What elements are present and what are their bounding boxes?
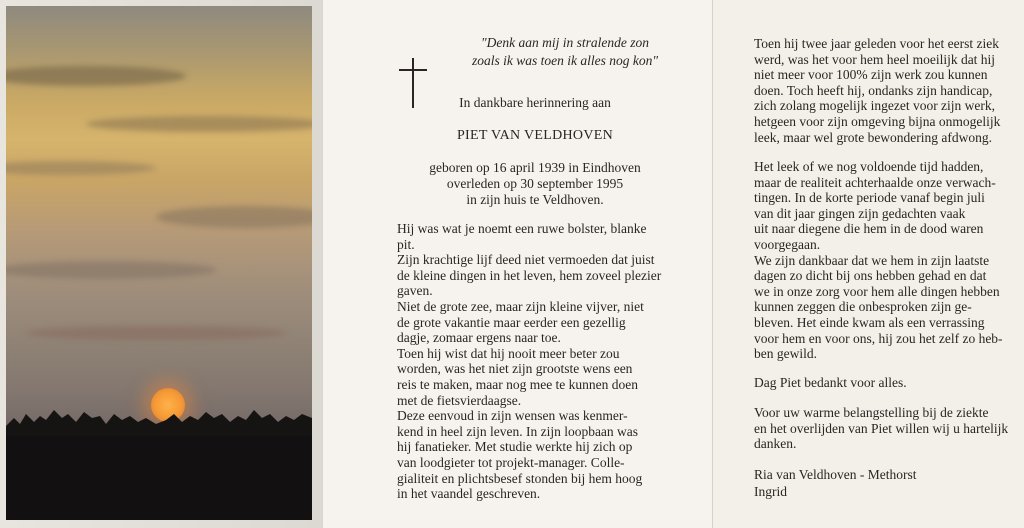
text-line: Hij was wat je noemt een ruwe bolster, blanke xyxy=(397,221,647,236)
text-line: Toen hij twee jaar geleden voor het eerst ziek xyxy=(754,36,999,51)
detail-line: geboren op 16 april 1939 in Eindhoven xyxy=(429,160,641,175)
quote xyxy=(460,34,670,70)
text-line: reis te maken, maar nog mee te kunnen doen xyxy=(397,376,639,392)
text-line: Voor uw warme belangstelling bij de ziekte xyxy=(754,405,989,420)
photo-panel xyxy=(0,0,322,528)
text-line: in het vaandel geschreven. xyxy=(397,486,541,502)
text-line: Niet de grote zee, maar zijn kleine vijver, niet xyxy=(397,298,644,314)
text-line: voorgegaan. xyxy=(754,236,821,252)
text-line: voor hem en voor ons, hij zou het zelf zo heb- xyxy=(754,330,1003,346)
text-line: van loodgieter tot projekt-manager. Colle- xyxy=(397,454,625,470)
text-line: danken. xyxy=(754,436,797,452)
right-paragraph-4 xyxy=(754,405,1018,452)
text-line: Dag Piet bedankt voor alles. xyxy=(754,375,907,390)
text-line: dagen zo dicht bij ons hebben gehad en dat xyxy=(754,268,987,284)
text-line: maar de realiteit achterhaalde onze verwach- xyxy=(754,174,996,190)
text-line: met de fietsvierdaagse. xyxy=(397,392,522,408)
text-line: hij fanatieker. Met studie werkte hij zich op xyxy=(397,439,633,455)
text-line: We zijn dankbaar dat we hem in zijn laatste xyxy=(754,252,990,268)
text-line: leek, maar wel grote bewondering afdwong. xyxy=(754,129,993,145)
text-line: uit naar diegene die hem in de dood waren xyxy=(754,221,984,237)
text-line: Zijn krachtige lijf deed niet vermoeden dat juist xyxy=(397,252,655,268)
text-line: Deze eenvoud in zijn wensen was kenmer- xyxy=(397,408,628,424)
treeline xyxy=(6,396,312,520)
quote-line: "Denk aan mij in stralende zon xyxy=(480,35,650,50)
text-line: doen. Toch heeft hij, ondanks zijn handicap, xyxy=(754,82,993,98)
signature: Ingrid xyxy=(754,484,787,499)
text-line: Het leek of we nog voldoende tijd hadden, xyxy=(754,159,984,174)
cross-icon xyxy=(396,58,430,108)
detail-line: in zijn huis te Veldhoven. xyxy=(466,192,604,207)
text-line: en het overlijden van Piet willen wij u hartelijk xyxy=(754,420,1009,436)
deceased-name: PIET VAN VELDHOVEN xyxy=(456,128,614,143)
sunset-photo xyxy=(6,6,312,520)
text-line: niet meer voor 100% zijn werk zou kunnen xyxy=(754,67,988,83)
text-line: we in onze zorg voor hem alle dingen hebben xyxy=(754,283,1000,299)
text-line: worden, was het niet zijn grootste wens een xyxy=(397,361,633,377)
detail-line: overleden op 30 september 1995 xyxy=(446,176,624,191)
quote-line: zoals ik was toen ik alles nog kon" xyxy=(471,53,659,68)
signature: Ria van Veldhoven - Methorst xyxy=(754,467,917,482)
text-line: kend in heel zijn leven. In zijn loopbaan was xyxy=(397,423,639,439)
right-paragraph-3 xyxy=(754,375,1018,391)
text-line: pit. xyxy=(397,236,415,252)
text-line: kunnen zeggen die onbesproken zijn ge- xyxy=(754,299,972,315)
intro-text: In dankbare herinnering aan xyxy=(459,95,611,110)
text-line: werd, was het voor hem heel moeilijk dat hij xyxy=(754,51,996,67)
text-line: de grote vakantie maar eerder een gezellig xyxy=(397,314,626,330)
text-line: bleven. Het einde kwam als een verrassing xyxy=(754,314,985,330)
text-line: ben gewild. xyxy=(754,346,817,362)
text-line: gialiteit en plichtsbesef stonden bij hem hoog xyxy=(397,470,643,486)
text-line: Toen hij wist dat hij nooit meer beter zou xyxy=(397,345,620,361)
text-line: hetgeen voor zijn omgeving bijna onmogelijk xyxy=(754,113,1001,129)
text-line: gaven. xyxy=(397,283,433,299)
middle-body xyxy=(397,221,672,502)
text-line: zich zolang mogelijk ingezet voor zijn werk, xyxy=(754,98,996,114)
right-paragraph-1 xyxy=(754,36,1018,145)
life-details xyxy=(400,160,670,208)
text-line: de kleine dingen in het leven, hem zoveel plezier xyxy=(397,267,662,283)
right-paragraph-2 xyxy=(754,159,1018,362)
text-line: van dit jaar gingen zijn gedachten vaak xyxy=(754,205,966,221)
text-line: dagje, zomaar ergens naar toe. xyxy=(397,330,561,346)
text-line: tingen. In de korte periode vanaf begin juli xyxy=(754,190,985,206)
